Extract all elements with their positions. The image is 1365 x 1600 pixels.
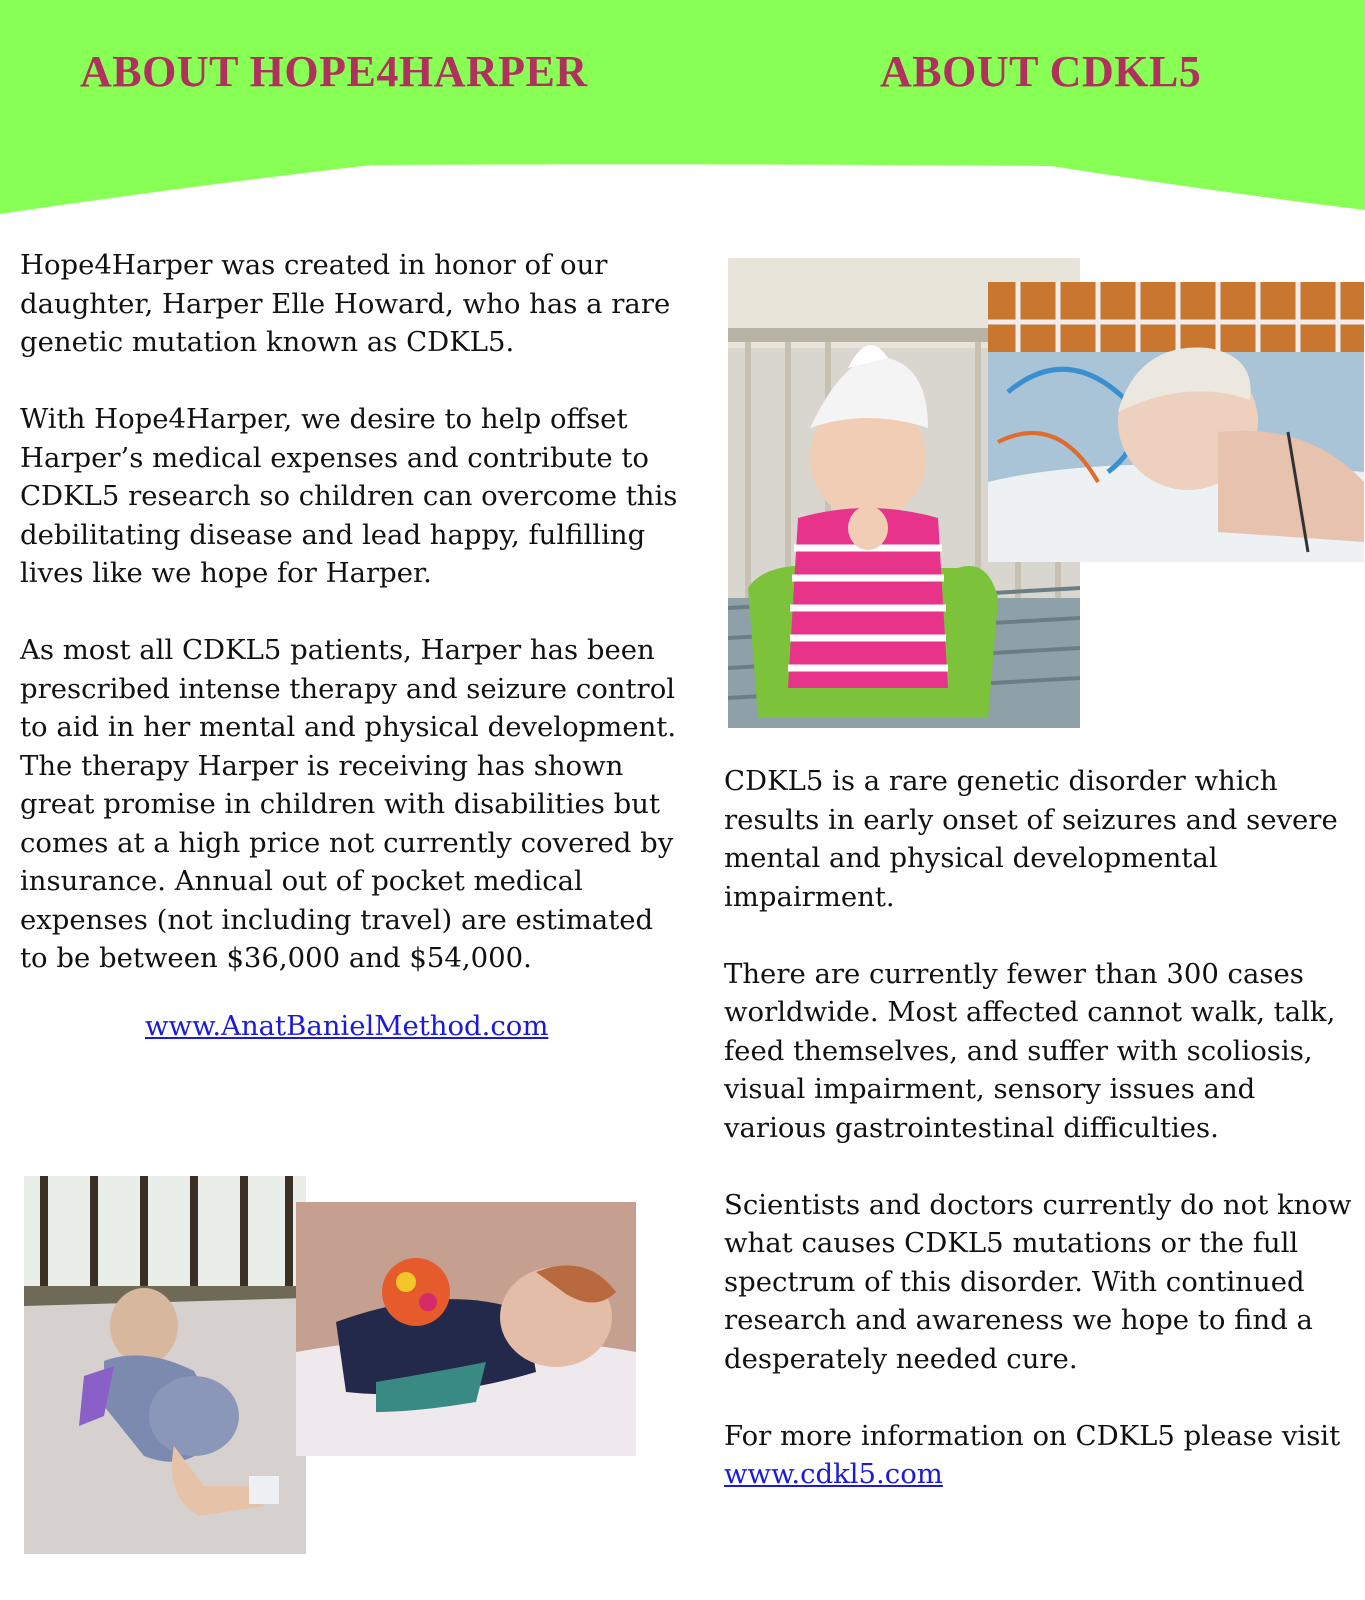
paragraph-cdkl5-definition: CDKL5 is a rare genetic disorder which results in early onset of seizures and severe mental and physical developmental impairment. xyxy=(724,765,1338,913)
more-info-text: For more information on CDKL5 please visit xyxy=(724,1419,1341,1452)
paragraph-cdkl5-research: Scientists and doctors currently do not know what causes CDKL5 mutations or the full spectrum of this disorder. With continued research and awareness we hope to find a desperately needed cure. xyxy=(724,1188,1352,1375)
banner-background xyxy=(0,0,1365,220)
header-banner xyxy=(0,0,1365,220)
paragraph-therapy: As most all CDKL5 patients, Harper has been prescribed intense therapy and seizure control to aid in her mental and physical development. The therapy Harper is receiving has shown great promise in children with disabilities but comes at a high price not currently covered by insurance. Annual out of pocket medical expenses (not including travel) are estimated to be between $36,000 and $54,000. xyxy=(20,634,677,974)
anat-baniel-method-link[interactable]: www.AnatBanielMethod.com xyxy=(145,1010,549,1042)
paragraph-cdkl5-cases: There are currently fewer than 300 cases worldwide. Most affected cannot walk, talk, feed themselves, and suffer with scoliosis, visual impairment, sensory issues and various gastrointestinal difficulties. xyxy=(724,957,1336,1144)
left-column xyxy=(20,246,680,1016)
photo-newborn-hospital-bed xyxy=(988,282,1364,562)
heading-about-cdkl5: ABOUT CDKL5 xyxy=(880,47,1202,96)
photo-baby-with-toy xyxy=(296,1202,636,1456)
cdkl5-link[interactable]: www.cdkl5.com xyxy=(724,1458,943,1490)
photo-baby-crawling xyxy=(24,1176,306,1554)
paragraph-more-info xyxy=(724,1417,1354,1494)
paragraph-mission: With Hope4Harper, we desire to help offset Harper’s medical expenses and contribute to CDKL5 research so children can overcome this debilitating disease and lead happy, fulfilling lives like we hope for Harper. xyxy=(20,403,678,589)
paragraph-intro: Hope4Harper was created in honor of our daughter, Harper Elle Howard, who has a rare genetic mutation known as CDKL5. xyxy=(20,249,671,358)
right-column xyxy=(724,762,1354,1494)
heading-about-hope4harper: ABOUT HOPE4HARPER xyxy=(80,47,588,96)
